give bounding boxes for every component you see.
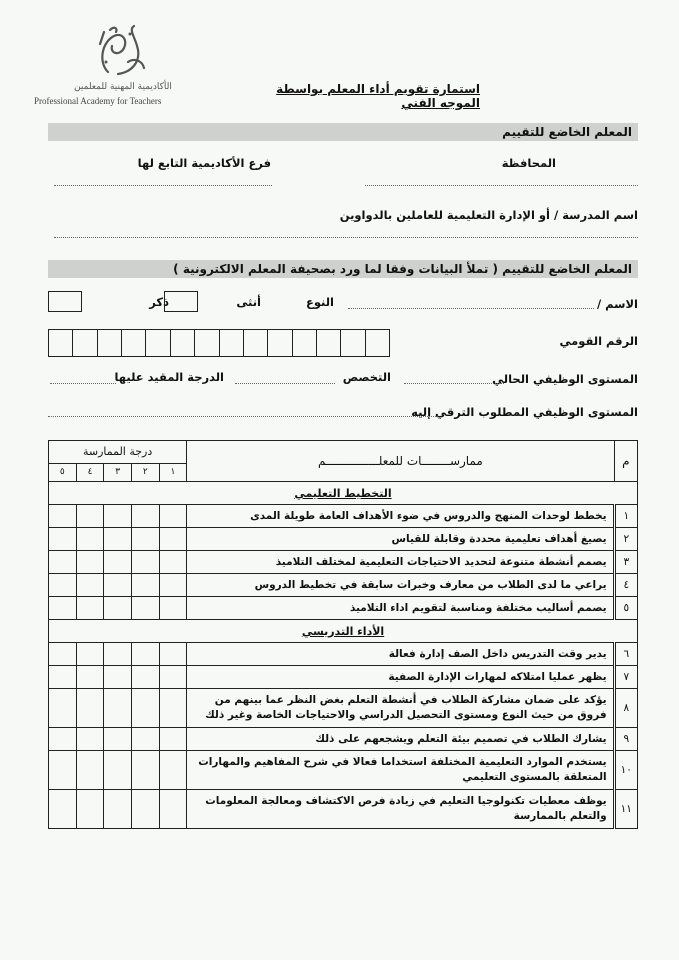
degree-field[interactable] <box>50 382 116 384</box>
target-level-field[interactable] <box>48 415 438 417</box>
grade-cell[interactable] <box>49 751 77 790</box>
gender-label: النوع <box>305 295 334 309</box>
grade-header: ٥ <box>49 463 77 481</box>
academy-logo <box>28 22 228 107</box>
grade-cell[interactable] <box>104 689 132 728</box>
grade-cell[interactable] <box>159 597 187 620</box>
name-label: الاسم / <box>596 297 638 311</box>
branch-label: فرع الأكاديمية التابع لها <box>137 156 271 170</box>
section-header-teacher: المعلم الخاضع للتقييم <box>48 123 638 141</box>
grade-cell[interactable] <box>104 790 132 829</box>
item-number: ٥ <box>614 597 637 620</box>
practice-text: يراعي ما لدى الطلاب من معارف وخبرات سابقة في تخطيط الدروس <box>187 574 614 597</box>
school-label: اسم المدرسة / أو الإدارة التعليمية للعاملين بالدواوين <box>339 208 638 222</box>
section-title: التخطيط التعليمي <box>294 486 392 500</box>
grade-cell[interactable] <box>131 551 159 574</box>
practice-text: يصمم أنشطة متنوعة لتحديد الاحتياجات التعليمية لمختلف التلاميذ <box>187 551 614 574</box>
grade-cell[interactable] <box>104 728 132 751</box>
male-label: ذكر <box>149 295 169 309</box>
national-id-grid <box>48 329 390 357</box>
current-level-label: المستوى الوظيفي الحالي <box>492 372 638 386</box>
grade-cell[interactable] <box>159 790 187 829</box>
grade-cell[interactable] <box>159 528 187 551</box>
grade-cell[interactable] <box>104 643 132 666</box>
national-id-digit-box[interactable] <box>72 330 96 356</box>
item-number: ٧ <box>614 666 637 689</box>
grade-cell[interactable] <box>104 666 132 689</box>
grade-cell[interactable] <box>131 505 159 528</box>
grade-cell[interactable] <box>76 574 104 597</box>
grade-cell[interactable] <box>49 597 77 620</box>
grade-cell[interactable] <box>76 551 104 574</box>
item-number: ٤ <box>614 574 637 597</box>
header-number: م <box>614 441 637 482</box>
national-id-digit-box[interactable] <box>49 330 72 356</box>
item-number: ٣ <box>614 551 637 574</box>
item-number: ١٠ <box>614 751 637 790</box>
header-grade: درجة الممارسة <box>49 441 187 464</box>
grade-cell[interactable] <box>76 528 104 551</box>
grade-cell[interactable] <box>159 643 187 666</box>
section-title: الأداء التدريسي <box>301 624 385 638</box>
national-id-digit-box[interactable] <box>121 330 145 356</box>
grade-cell[interactable] <box>131 528 159 551</box>
practice-text: يؤكد على ضمان مشاركة الطلاب في أنشطة التعلم بغض النظر عما بينهم من فروق من حيث النوع ومستوى التحصيل الدراسي والاحتياجات الخاصة وغير ذلك <box>187 689 614 728</box>
grade-cell[interactable] <box>104 528 132 551</box>
evaluation-table <box>48 440 638 829</box>
current-level-field[interactable] <box>404 382 504 384</box>
practice-text: يشارك الطلاب في تصميم بيئة التعلم ويشجعهم على ذلك <box>187 728 614 751</box>
female-checkbox[interactable] <box>164 291 198 312</box>
practice-text: يصمم أساليب مختلفة ومناسبة لتقويم اداء التلاميذ <box>187 597 614 620</box>
grade-cell[interactable] <box>104 551 132 574</box>
grade-header: ٣ <box>104 463 132 481</box>
governorate-field[interactable] <box>365 184 638 186</box>
grade-cell[interactable] <box>131 689 159 728</box>
grade-cell[interactable] <box>49 689 77 728</box>
grade-cell[interactable] <box>159 728 187 751</box>
grade-cell[interactable] <box>49 551 77 574</box>
logo-arabic-name: الأكاديمية المهنية للمعلمين <box>74 82 172 92</box>
female-label: أنثى <box>236 295 261 309</box>
target-level-label: المستوى الوظيفي المطلوب الترقي إليه <box>411 405 638 419</box>
item-number: ١ <box>614 505 637 528</box>
national-id-digit-box[interactable] <box>145 330 169 356</box>
grade-cell[interactable] <box>104 574 132 597</box>
grade-cell[interactable] <box>131 597 159 620</box>
practice-text: يستخدم الموارد التعليمية المختلفة استخداما فعالا في شرح المفاهيم والمهارات المتعلقة بالمستوى التعليمي <box>187 751 614 790</box>
grade-cell[interactable] <box>159 574 187 597</box>
grade-cell[interactable] <box>49 790 77 829</box>
table-row <box>49 728 638 751</box>
national-id-digit-box[interactable] <box>219 330 243 356</box>
table-row <box>49 689 638 728</box>
grade-cell[interactable] <box>76 643 104 666</box>
name-field[interactable] <box>348 307 594 309</box>
national-id-digit-box[interactable] <box>97 330 121 356</box>
grade-cell[interactable] <box>159 505 187 528</box>
degree-label: الدرجة المقيد عليها <box>114 370 224 384</box>
grade-cell[interactable] <box>49 666 77 689</box>
table-row <box>49 551 638 574</box>
national-id-digit-box[interactable] <box>243 330 267 356</box>
national-id-digit-box[interactable] <box>365 330 389 356</box>
grade-cell[interactable] <box>159 689 187 728</box>
national-id-digit-box[interactable] <box>267 330 291 356</box>
table-row <box>49 643 638 666</box>
grade-cell[interactable] <box>131 790 159 829</box>
practice-text: يظهر عمليا امتلاكه لمهارات الإدارة الصفية <box>187 666 614 689</box>
grade-cell[interactable] <box>49 643 77 666</box>
specialization-label: التخصص <box>342 370 391 384</box>
table-row <box>49 528 638 551</box>
governorate-label: المحافظة <box>501 156 556 170</box>
grade-cell[interactable] <box>131 751 159 790</box>
practice-text: يدير وقت التدريس داخل الصف إدارة فعالة <box>187 643 614 666</box>
header-practices: ممارســــــــات للمعلـــــــــــــــم <box>187 441 614 482</box>
document-title: استمارة تقويم أداء المعلم بواسطة الموجه الفني <box>276 82 480 110</box>
grade-header: ١ <box>159 463 187 481</box>
grade-cell[interactable] <box>159 551 187 574</box>
school-field[interactable] <box>54 236 638 238</box>
grade-cell[interactable] <box>49 528 77 551</box>
table-row <box>49 666 638 689</box>
grade-cell[interactable] <box>49 574 77 597</box>
grade-cell[interactable] <box>131 666 159 689</box>
item-number: ٦ <box>614 643 637 666</box>
section-header-teacher-data: المعلم الخاضع للتقييم ( تملأ البيانات وفقا لما ورد بصحيفة المعلم الالكترونية ) <box>48 260 638 278</box>
male-checkbox[interactable] <box>48 291 82 312</box>
practice-text: يوظف معطيات تكنولوجيا التعليم في زيادة فرص الاكتشاف ومعالجة المعلومات والتعلم بالممارسة <box>187 790 614 829</box>
grade-cell[interactable] <box>49 728 77 751</box>
branch-field[interactable] <box>54 184 272 186</box>
grade-cell[interactable] <box>76 728 104 751</box>
table-row <box>49 751 638 790</box>
grade-cell[interactable] <box>104 751 132 790</box>
section-row <box>49 620 638 643</box>
grade-header: ٢ <box>131 463 159 481</box>
grade-cell[interactable] <box>131 574 159 597</box>
grade-header: ٤ <box>76 463 104 481</box>
national-id-digit-box[interactable] <box>292 330 316 356</box>
grade-cell[interactable] <box>76 597 104 620</box>
calligraphy-logo-icon <box>88 22 158 80</box>
table-row <box>49 505 638 528</box>
grade-cell[interactable] <box>159 666 187 689</box>
item-number: ١١ <box>614 790 637 829</box>
grade-cell[interactable] <box>104 505 132 528</box>
grade-cell[interactable] <box>76 666 104 689</box>
grade-cell[interactable] <box>131 643 159 666</box>
item-number: ٢ <box>614 528 637 551</box>
grade-cell[interactable] <box>131 728 159 751</box>
grade-cell[interactable] <box>49 505 77 528</box>
item-number: ٩ <box>614 728 637 751</box>
national-id-digit-box[interactable] <box>170 330 194 356</box>
item-number: ٨ <box>614 689 637 728</box>
national-id-label: الرقم القومي <box>559 334 638 348</box>
grade-cell[interactable] <box>76 689 104 728</box>
grade-cell[interactable] <box>104 597 132 620</box>
specialization-field[interactable] <box>235 382 335 384</box>
practice-text: يصيغ أهداف تعليمية محددة وقابلة للقياس <box>187 528 614 551</box>
national-id-digit-box[interactable] <box>340 330 364 356</box>
table-row <box>49 574 638 597</box>
grade-cell[interactable] <box>76 505 104 528</box>
table-row <box>49 790 638 829</box>
national-id-digit-box[interactable] <box>194 330 218 356</box>
section-row <box>49 482 638 505</box>
logo-english-name: Professional Academy for Teachers <box>34 96 162 106</box>
table-row <box>49 597 638 620</box>
grade-cell[interactable] <box>159 751 187 790</box>
national-id-digit-box[interactable] <box>316 330 340 356</box>
grade-cell[interactable] <box>76 751 104 790</box>
practice-text: يخطط لوحدات المنهج والدروس في ضوء الأهداف العامة طويلة المدى <box>187 505 614 528</box>
grade-cell[interactable] <box>76 790 104 829</box>
